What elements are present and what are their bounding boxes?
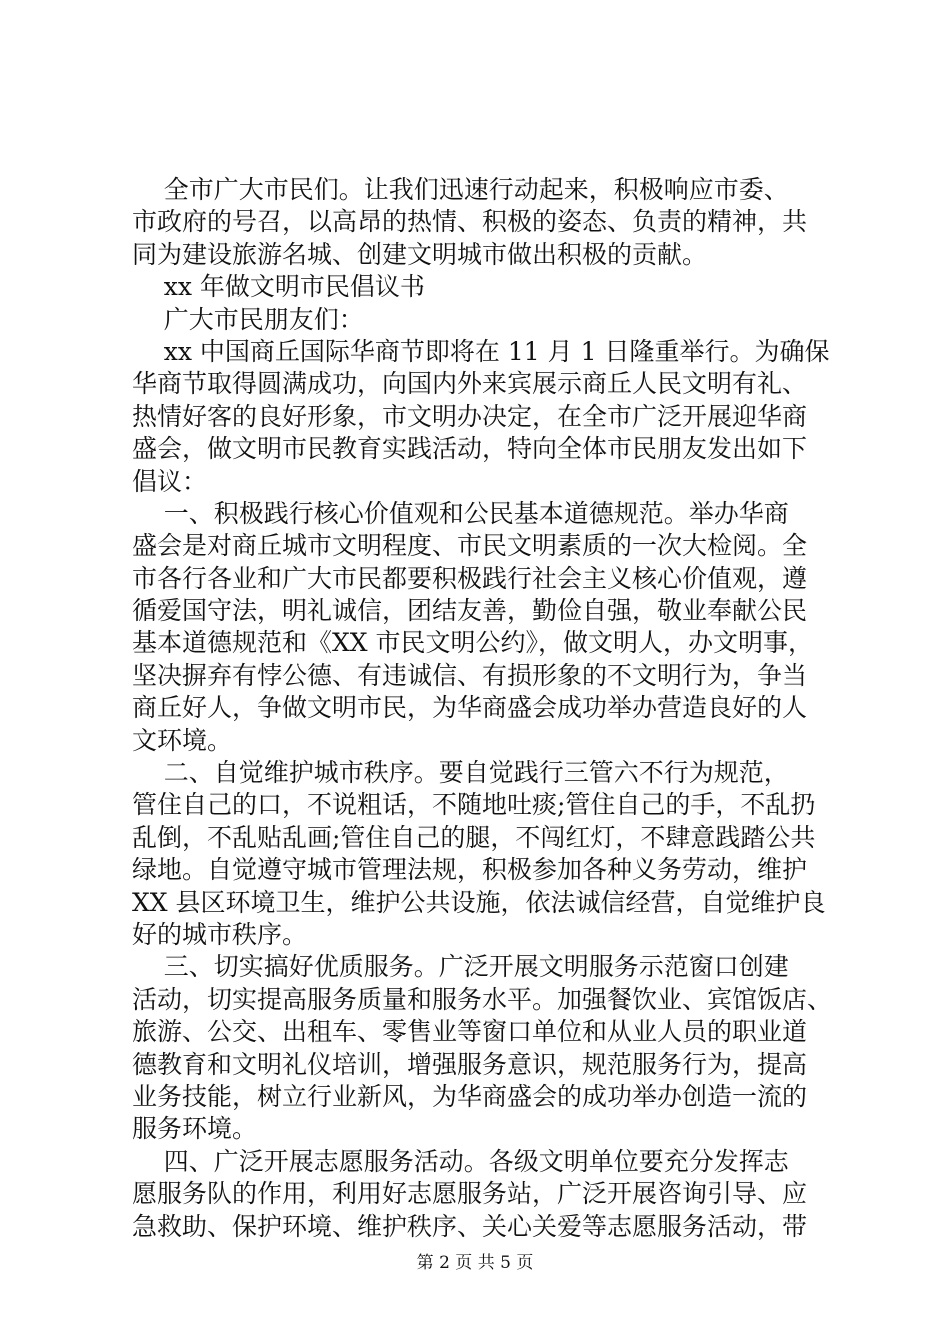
document-line: 愿服务队的作用，利用好志愿服务站，广泛开展咨询引导、应 bbox=[132, 1179, 808, 1209]
document-line: xx 中国商丘国际华商节即将在 11 月 1 日隆重举行。为确保 bbox=[132, 336, 830, 366]
document-line: 倡议： bbox=[132, 466, 208, 496]
document-line: xx 年做文明市民倡议书 bbox=[132, 272, 425, 302]
document-line: XX 县区环境卫生，维护公共设施，依法诚信经营，自觉维护良 bbox=[132, 887, 826, 917]
document-line: 广大市民朋友们： bbox=[132, 304, 364, 334]
document-line: 华商节取得圆满成功，向国内外来宾展示商丘人民文明有礼、 bbox=[132, 369, 808, 399]
document-line: 旅游、公交、出租车、零售业等窗口单位和从业人员的职业道 bbox=[132, 1017, 808, 1047]
document-line: 三、切实搞好优质服务。广泛开展文明服务示范窗口创建 bbox=[132, 952, 789, 982]
page-number-footer: 第 2 页 共 5 页 bbox=[416, 1253, 534, 1273]
document-line: 盛会是对商丘城市文明程度、市民文明素质的一次大检阅。全 bbox=[132, 531, 808, 561]
document-line: 基本道德规范和《XX 市民文明公约》，做文明人，办文明事， bbox=[132, 628, 814, 658]
document-line: 市政府的号召，以高昂的热情、积极的姿态、负责的精神，共 bbox=[132, 207, 808, 237]
document-line: 管住自己的口，不说粗话，不随地吐痰;管住自己的手，不乱扔 bbox=[132, 790, 816, 820]
document-line: 乱倒，不乱贴乱画;管住自己的腿，不闯红灯，不肆意践踏公共 bbox=[132, 822, 816, 852]
document-line: 二、自觉维护城市秩序。要自觉践行三管六不行为规范， bbox=[132, 758, 789, 788]
document-line: 四、广泛开展志愿服务活动。各级文明单位要充分发挥志 bbox=[132, 1146, 789, 1176]
document-line: 热情好客的良好形象，市文明办决定，在全市广泛开展迎华商 bbox=[132, 401, 808, 431]
document-line: 商丘好人，争做文明市民，为华商盛会成功举办营造良好的人 bbox=[132, 693, 808, 723]
document-line: 一、积极践行核心价值观和公民基本道德规范。举办华商 bbox=[132, 498, 789, 528]
document-line: 急救助、保护环境、维护秩序、关心关爱等志愿服务活动，带 bbox=[132, 1211, 808, 1241]
document-line: 同为建设旅游名城、创建文明城市做出积极的贡献。 bbox=[132, 239, 708, 269]
document-line: 文环境。 bbox=[132, 725, 233, 755]
document-line: 好的城市秩序。 bbox=[132, 919, 308, 949]
document-line: 服务环境。 bbox=[132, 1114, 258, 1144]
document-line: 循爱国守法，明礼诚信，团结友善，勤俭自强，敬业奉献公民 bbox=[132, 596, 808, 626]
document-line: 市各行各业和广大市民都要积极践行社会主义核心价值观，遵 bbox=[132, 563, 808, 593]
document-line: 德教育和文明礼仪培训，增强服务意识，规范服务行为，提高 bbox=[132, 1049, 808, 1079]
document-line: 盛会，做文明市民教育实践活动，特向全体市民朋友发出如下 bbox=[132, 434, 808, 464]
document-body bbox=[132, 174, 832, 1243]
document-line: 全市广大市民们。让我们迅速行动起来，积极响应市委、 bbox=[132, 175, 789, 204]
document-line: 业务技能，树立行业新风，为华商盛会的成功举办创造一流的 bbox=[132, 1081, 808, 1111]
document-line: 坚决摒弃有悖公德、有违诚信、有损形象的不文明行为，争当 bbox=[132, 660, 808, 690]
document-line: 活动，切实提高服务质量和服务水平。加强餐饮业、宾馆饭店、 bbox=[132, 984, 832, 1014]
document-line: 绿地。自觉遵守城市管理法规，积极参加各种义务劳动，维护 bbox=[132, 855, 808, 885]
